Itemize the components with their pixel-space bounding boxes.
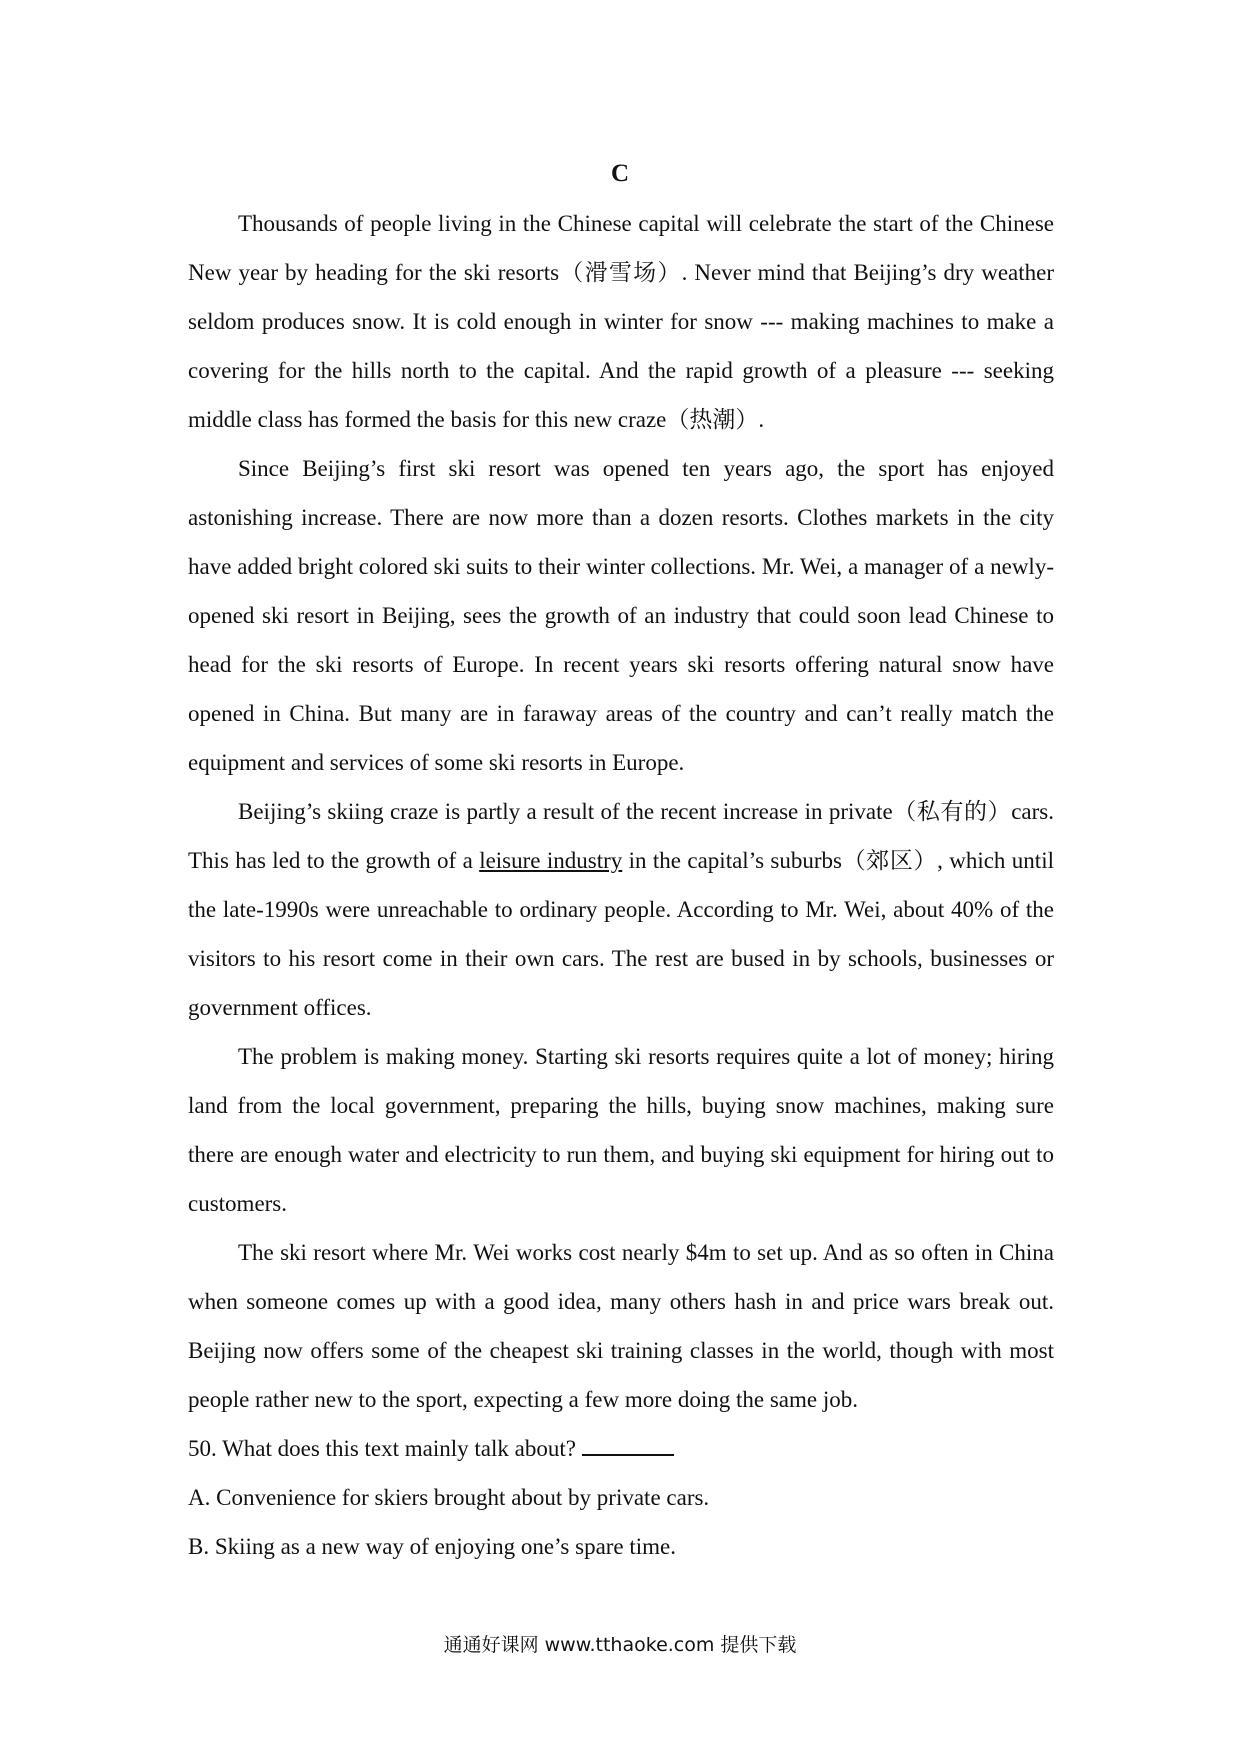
paragraph-1: Thousands of people living in the Chinese capital will celebrate the start of the Chinese New year by heading for the ski resorts（滑雪场）. Never mind that Beijing’s dry weather seldom produces snow. It is cold enough in winter for snow --- making machines to make a covering for the hills north to the capital. And the rapid growth of a pleasure --- seeking middle class has formed the basis for this new craze（热潮）. — [188, 211, 1054, 432]
paragraph-3 — [188, 787, 1054, 1032]
section-letter: C — [610, 160, 630, 187]
answer-blank — [582, 1434, 674, 1456]
underlined-phrase: leisure industry — [479, 848, 623, 873]
paragraph-2: Since Beijing’s first ski resort was opened ten years ago, the sport has enjoyed astonishing increase. There are now more than a dozen resorts. Clothes markets in the city have added bright colored ski suits to their winter collections. Mr. Wei, a manager of a newly-opened ski resort in Beijing, sees the growth of an industry that could soon lead Chinese to head for the ski resorts of Europe. In recent years ski resorts offering natural snow have opened in China. But many are in faraway areas of the country and can’t really match the equipment and services of some ski resorts in Europe. — [188, 456, 1054, 775]
passage — [188, 199, 1054, 1571]
footer-watermark: 通通好课网 www.tthaoke.com 提供下载 — [443, 1634, 797, 1656]
option-b: B. Skiing as a new way of enjoying one’s spare time. — [188, 1534, 677, 1559]
paragraph-4: The problem is making money. Starting ski resorts requires quite a lot of money; hiring land from the local government, preparing the hills, buying snow machines, making sure there are enough water and electricity to run them, and buying ski equipment for hiring out to customers. — [188, 1044, 1054, 1216]
option-a: A. Convenience for skiers brought about by private cars. — [188, 1485, 710, 1510]
paragraph-5: The ski resort where Mr. Wei works cost nearly $4m to set up. And as so often in China when someone comes up with a good idea, many others hash in and price wars break out. Beijing now offers some of the cheapest ski training classes in the world, though with most people rather new to the sport, expecting a few more doing the same job. — [188, 1240, 1054, 1412]
question-50 — [188, 1424, 1054, 1473]
paragraph-3-after: in the capital’s suburbs（郊区）, which until the late-1990s were unreachable to ordinary people. According to Mr. Wei, about 40% of the visitors to his resort come in their own cars. The rest are bused in by schools, businesses or government offices. — [188, 848, 1054, 1020]
paragraph-3-before: Beijing’s skiing craze is partly a result of the recent increase in private（私有的）cars. This has led to the growth of a — [188, 799, 1054, 873]
question-text: 50. What does this text mainly talk about? — [188, 1436, 576, 1461]
